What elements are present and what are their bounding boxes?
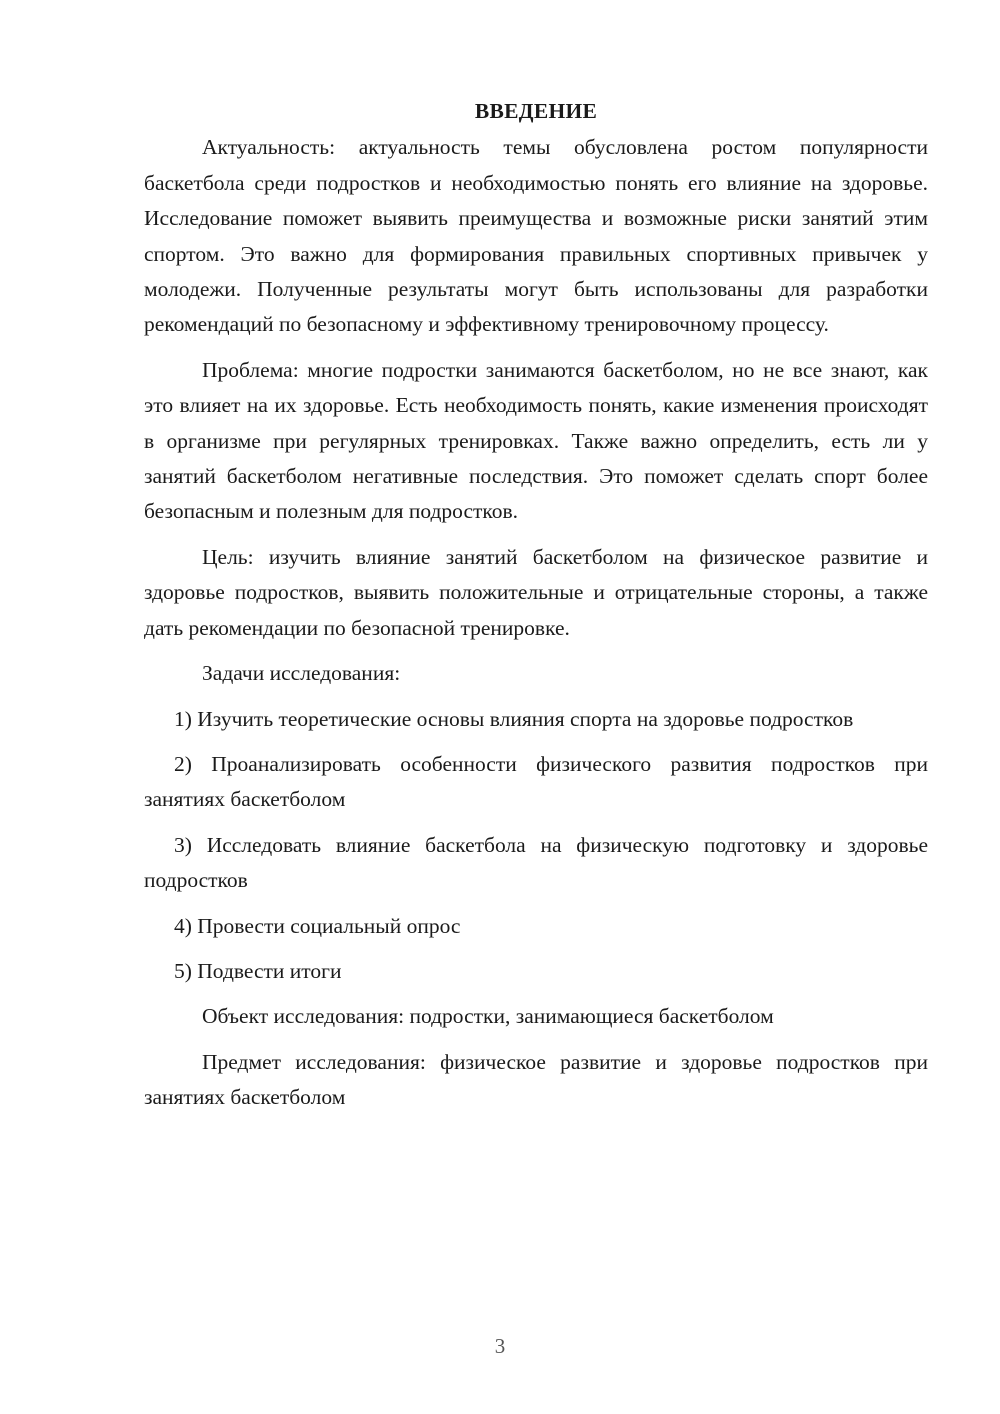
task-item-5: 5) Подвести итоги	[174, 958, 342, 983]
page-number: 3	[494, 1334, 506, 1358]
section-heading: ВВЕДЕНИЕ	[474, 99, 598, 123]
page-content	[144, 94, 928, 1126]
task-item-1: 1) Изучить теоретические основы влияния спорта на здоровье подростков	[174, 706, 854, 731]
object-paragraph: Объект исследования: подростки, занимающиеся баскетболом	[202, 1004, 774, 1029]
relevance-paragraph: Актуальность: актуальность темы обусловлена ростом популярности баскетбола среди подростков и необходимостью понять его влияние на здоровье. Исследование поможет выявить преимущества и возможные риски занятий этим спортом. Это важно для формирования правильных спортивных привычек у молодежи. Полученные результаты могут быть использованы для разработки рекомендаций по безопасному и эффективному тренировочному процессу.	[144, 135, 928, 337]
problem-paragraph: Проблема: многие подростки занимаются баскетболом, но не все знают, как это влияет на их здоровье. Есть необходимость понять, какие изменения происходят в организме при регулярных тренировках. Также важно определить, есть ли у занятий баскетболом негативные последствия. Это поможет сделать спорт более безопасным и полезным для подростков.	[144, 357, 928, 524]
task-item-2: 2) Проанализировать особенности физического развития подростков при занятиях баскетболом	[144, 751, 928, 812]
goal-paragraph: Цель: изучить влияние занятий баскетболом на физическое развитие и здоровье подростков, выявить положительные и отрицательные стороны, а также дать рекомендации по безопасной тренировке.	[144, 544, 928, 640]
task-item-4: 4) Провести социальный опрос	[174, 913, 461, 938]
task-item-3: 3) Исследовать влияние баскетбола на физическую подготовку и здоровье подростков	[144, 832, 928, 893]
tasks-title: Задачи исследования:	[202, 661, 401, 686]
subject-paragraph: Предмет исследования: физическое развитие и здоровье подростков при занятиях баскетболом	[144, 1049, 928, 1110]
